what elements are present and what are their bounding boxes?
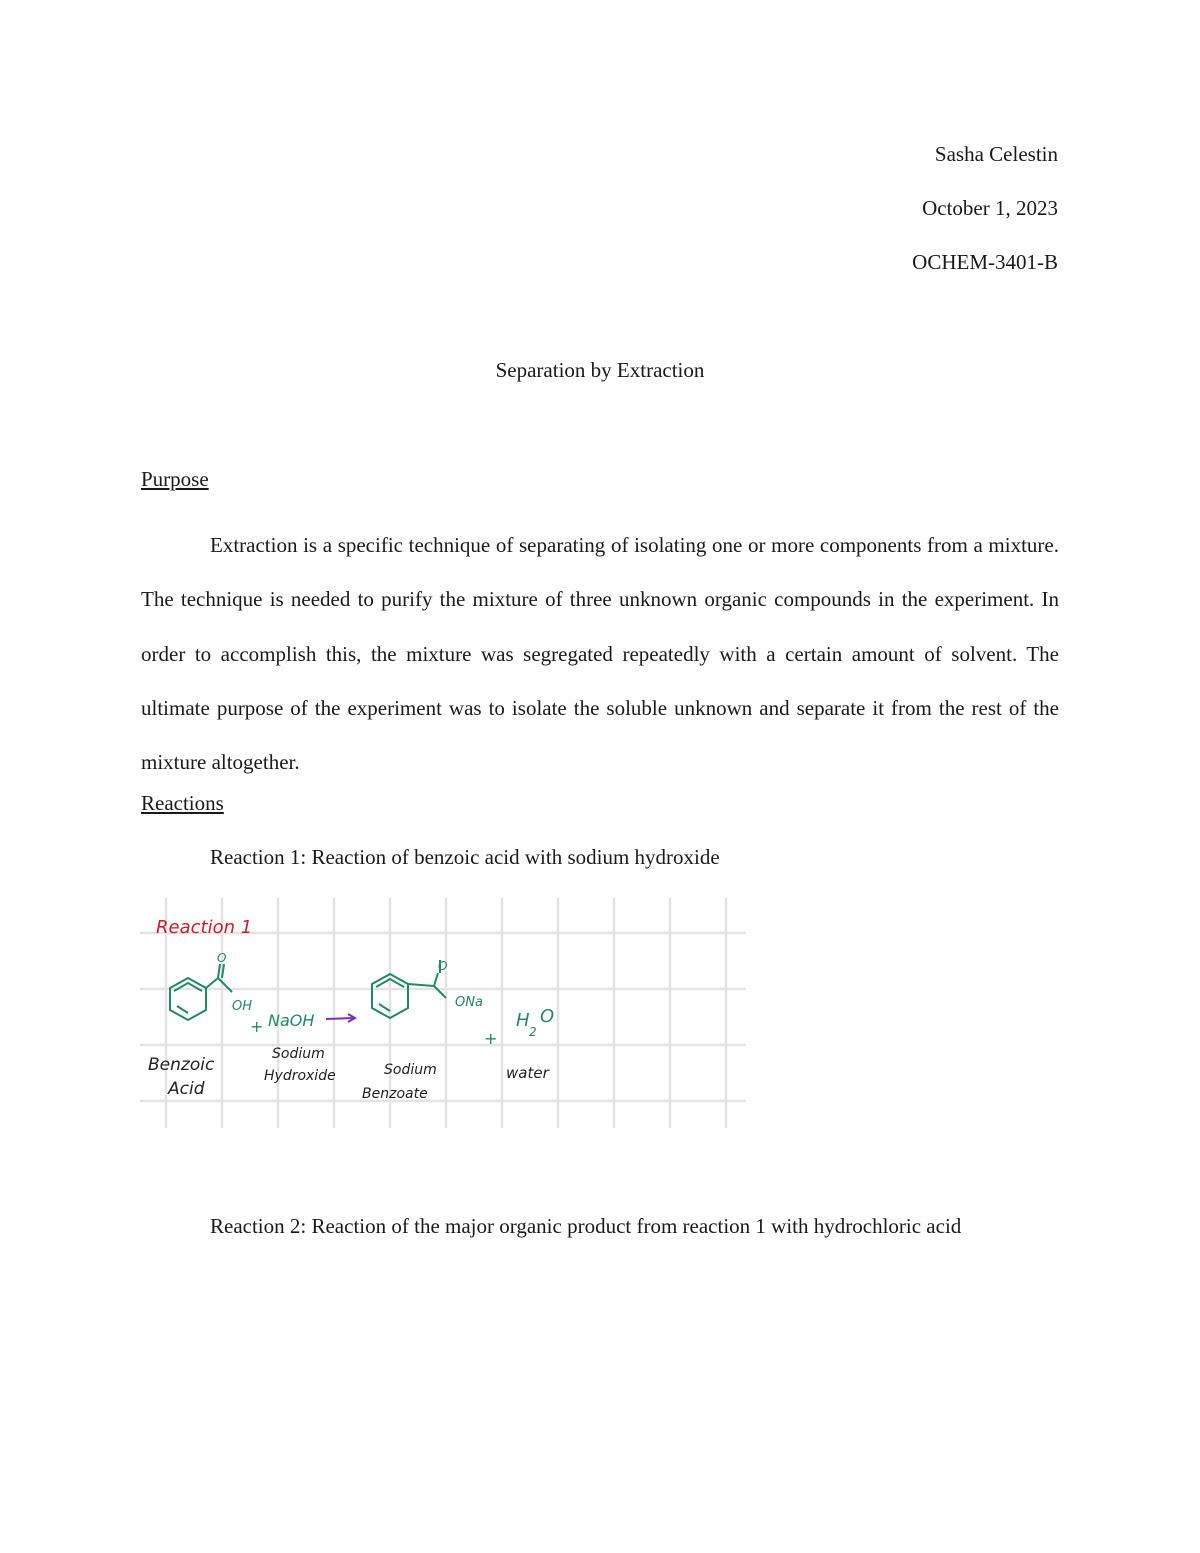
course-code: OCHEM-3401-B bbox=[912, 250, 1058, 274]
purpose-heading: Purpose bbox=[141, 467, 209, 491]
sodium-benzoate-label-1: Sodium bbox=[384, 1062, 437, 1078]
reaction1-drawing bbox=[140, 898, 746, 1128]
author-name: Sasha Celestin bbox=[934, 142, 1058, 166]
sketch-title: Reaction 1 bbox=[156, 917, 253, 938]
reactions-heading: Reactions bbox=[141, 791, 224, 815]
naoh-formula: NaOH bbox=[268, 1011, 315, 1030]
reaction1-sketch bbox=[140, 898, 746, 1128]
purpose-paragraph: Extraction is a specific technique of separating of isolating one or more components from a mixture. The technique is needed to purify the mixture of three unknown organic compounds in the experiment. In order to accomplish this, the mixture was segregated repeatedly with a certain amount of solvent. The ultimate purpose of the experiment was to isolate the soluble unknown and separate it from the rest of the mixture altogether. bbox=[141, 533, 1059, 775]
benzoic-acid-carbonyl-O: O bbox=[217, 951, 227, 965]
reaction1-caption: Reaction 1: Reaction of benzoic acid with sodium hydroxide bbox=[210, 845, 720, 869]
sodium-hydroxide-label-1: Sodium bbox=[272, 1046, 325, 1062]
water-H: H bbox=[516, 1010, 530, 1031]
reaction-arrow bbox=[326, 1014, 355, 1022]
document-title: Separation by Extraction bbox=[495, 358, 705, 382]
sodium-hydroxide-label-2: Hydroxide bbox=[264, 1068, 336, 1084]
benzoic-acid-OH: OH bbox=[232, 999, 253, 1014]
benzoic-acid-label-2: Acid bbox=[168, 1079, 205, 1099]
sodium-benzoate-label-2: Benzoate bbox=[362, 1086, 428, 1102]
plus-sign-1: + bbox=[250, 1017, 264, 1036]
benzoic-acid-label-1: Benzoic bbox=[148, 1055, 215, 1075]
benzoate-ONa: ONa bbox=[455, 995, 483, 1010]
plus-sign-2: + bbox=[484, 1029, 498, 1048]
water-O: O bbox=[540, 1006, 555, 1027]
water-label: water bbox=[506, 1064, 549, 1082]
reaction2-caption: Reaction 2: Reaction of the major organic product from reaction 1 with hydrochloric acid bbox=[210, 1214, 962, 1238]
water-subscript: 2 bbox=[529, 1025, 537, 1039]
report-date: October 1, 2023 bbox=[922, 196, 1058, 220]
benzoate-carbonyl-O: O bbox=[438, 959, 448, 973]
